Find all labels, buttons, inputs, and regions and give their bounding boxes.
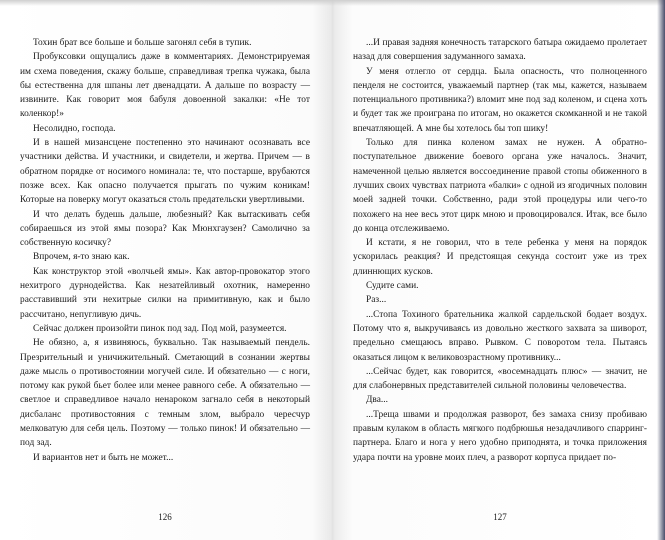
right-paragraph-8: ...Сейчас будет, как говорится, «восемнадцать плюс» — значит, не для слабонервных представителей сильной половины человечества.	[353, 366, 647, 392]
right-paragraph-5: Судите сами.	[366, 281, 419, 292]
left-paragraph-4: И в нашей мизансцене постепенно это начинают осознавать все участники действа. И участники, и свидетели, и жертва. Причем — в обратном порядке от носимого номинала: те, что постарше, врубаются позже всех. Как опасно получается прыгать по чужим коникам! Которые на поверку могут оказаться столь предательски увертливыми.	[20, 138, 310, 206]
left-paragraph-5: И что делать будешь дальше, любезный? Как вытаскивать себя собираешься из этой ямы позора? Как Мюнхгаузен? Самолично за собственную косичку?	[20, 209, 310, 249]
right-paragraph-2: У меня отлегло от сердца. Была опасность, что полноценного пенделя не состоится, уважаемый партнер (так мы, кажется, называем потенциального противника?) вломит мне под зад коленом, и сцена хоть и будет так же проиграна по итогам, но окажется скомканной и не такой впечатляющей. А мне бы хотелось бы топ шику!	[353, 66, 647, 134]
page-number-right: 127	[493, 512, 507, 522]
left-paragraph-2: Пробуксовки ощущались даже в комментариях. Демонстрируемая им схема поведения, скажу больше, справедливая трепка чужака, была бы естественна для шпаны лет двенадцати. А дальше по возрасту — извините. Как говорит моя бабуля довоенной закалки: «Не тот коленкор!»	[20, 52, 310, 120]
left-paragraph-7: Как конструктор этой «волчьей ямы». Как автор-провокатор этого нехитрого дурнодейства. Как незатейливый охотник, намеренно расставивший эти нехитрые силки на примитивную, как и было рассчитано, непугливую дичь.	[20, 266, 310, 320]
right-paragraph-4: И кстати, я не говорил, что в теле ребенка у меня на порядок ускорилась реакция? И предстоящая секунда состоит уже из трех длиннющих кусков.	[353, 238, 647, 277]
right-paragraph-7: ...Стопа Тохиного брательника жалкой сардельской бодает воздух. Потому что я, выкручиваясь из довольно жесткого захвата за шиворот, предельно смещаюсь вправо. Рывком. С поворотом тела. Пытаясь оказаться лицом к великовозрастному противнику...	[353, 309, 647, 363]
right-paragraph-6: Раз...	[366, 295, 387, 306]
right-paragraph-9: Два...	[366, 395, 389, 406]
left-paragraph-9: Не обязно, а, я извиняюсь, буквально. Так называемый пендель. Презрительный и уничижительный. Сметающий в сознании жертвы даже мысль о противостоянии могучей силе. И обязательно — с ноги, потому как рукой бьет более или менее равного себе. А обязательно — светлое и справедливое начало ненароком загнало себя в некоторый дисбаланс противостояния с темным злом, выбрало чересчур мелковатую для себя цель. Поэтому — только пинок! И обязательно — под зад.	[20, 338, 310, 449]
page-top-shadow	[0, 0, 665, 6]
left-paragraph-3: Несолидно, господа.	[33, 123, 116, 134]
left-page	[20, 36, 310, 530]
right-paragraph-10: ...Треща швами и продолжая разворот, без замаха снизу пробиваю правым кулаком в область мягкого подбрюшья незадачливого спарринг-партнера. Благо и нога у него удобно приподнята, и точка приложения удара почти на уровне моих плеч, а разворот корпуса придает по-	[353, 409, 647, 463]
page-number-left: 126	[158, 512, 172, 522]
right-page	[353, 36, 647, 530]
right-paragraph-3: Только для пинка коленом замах не нужен. А обратно-поступательное движение боевого органа уже началось. Значит, намеченной целью является воссоединение правой стопы обиженного в лучших своих чувствах патриота «балки» с одной из ягодичных половин моей задней точки. Собственно, ради этой процедуры или чего-то похожего на нее весь этот цирк мною и провоцировался. Итак, все было до конца отслеживаемо.	[353, 138, 647, 234]
left-paragraph-6: Впрочем, я-то знаю как.	[33, 252, 130, 263]
right-paragraph-1: ...И правая задняя конечность татарского батыра ожидаемо пролетает назад для совершения задуманного замаха.	[353, 38, 647, 63]
left-paragraph-1: Тохин брат все больше и больше загонял себя в тупик.	[33, 38, 252, 48]
left-paragraph-10: И вариантов нет и быть не может...	[33, 452, 174, 463]
page-edge-shadow	[657, 0, 665, 540]
left-paragraph-8: Сейчас должен произойти пинок под зад. Под мой, разумеется.	[33, 323, 287, 334]
